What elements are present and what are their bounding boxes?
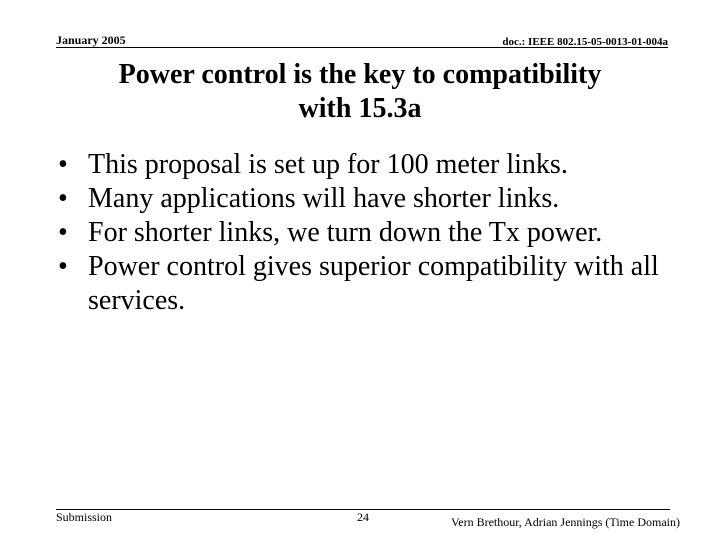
bullet-marker: • <box>58 217 68 248</box>
page-number: 24 <box>357 510 369 524</box>
bullet-item <box>56 250 676 318</box>
header-divider <box>56 47 668 48</box>
bullet-item <box>56 148 676 182</box>
bullet-text: Many applications will have shorter links. <box>88 183 560 214</box>
bullet-text: This proposal is set up for 100 meter links. <box>88 149 568 180</box>
bullet-marker: • <box>58 183 68 214</box>
bullet-text: For shorter links, we turn down the Tx power. <box>88 217 603 248</box>
bullet-item <box>56 216 676 250</box>
slide-title-line-1: Power control is the key to compatibility <box>118 59 602 90</box>
bullet-marker: • <box>58 149 68 180</box>
bullet-text: Power control gives superior compatibility with all services. <box>88 251 659 316</box>
bullet-item <box>56 182 676 216</box>
slide-title <box>50 58 670 126</box>
header-date: January 2005 <box>56 33 126 47</box>
header-doc-id: doc.: IEEE 802.15-05-0013-01-004a <box>502 36 668 48</box>
footer-submission: Submission <box>56 510 113 524</box>
bullet-marker: • <box>58 251 68 282</box>
bullet-list <box>56 148 676 318</box>
footer-authors: Vern Brethour, Adrian Jennings (Time Domain) <box>450 515 680 529</box>
slide-title-line-2: with 15.3a <box>298 93 422 124</box>
